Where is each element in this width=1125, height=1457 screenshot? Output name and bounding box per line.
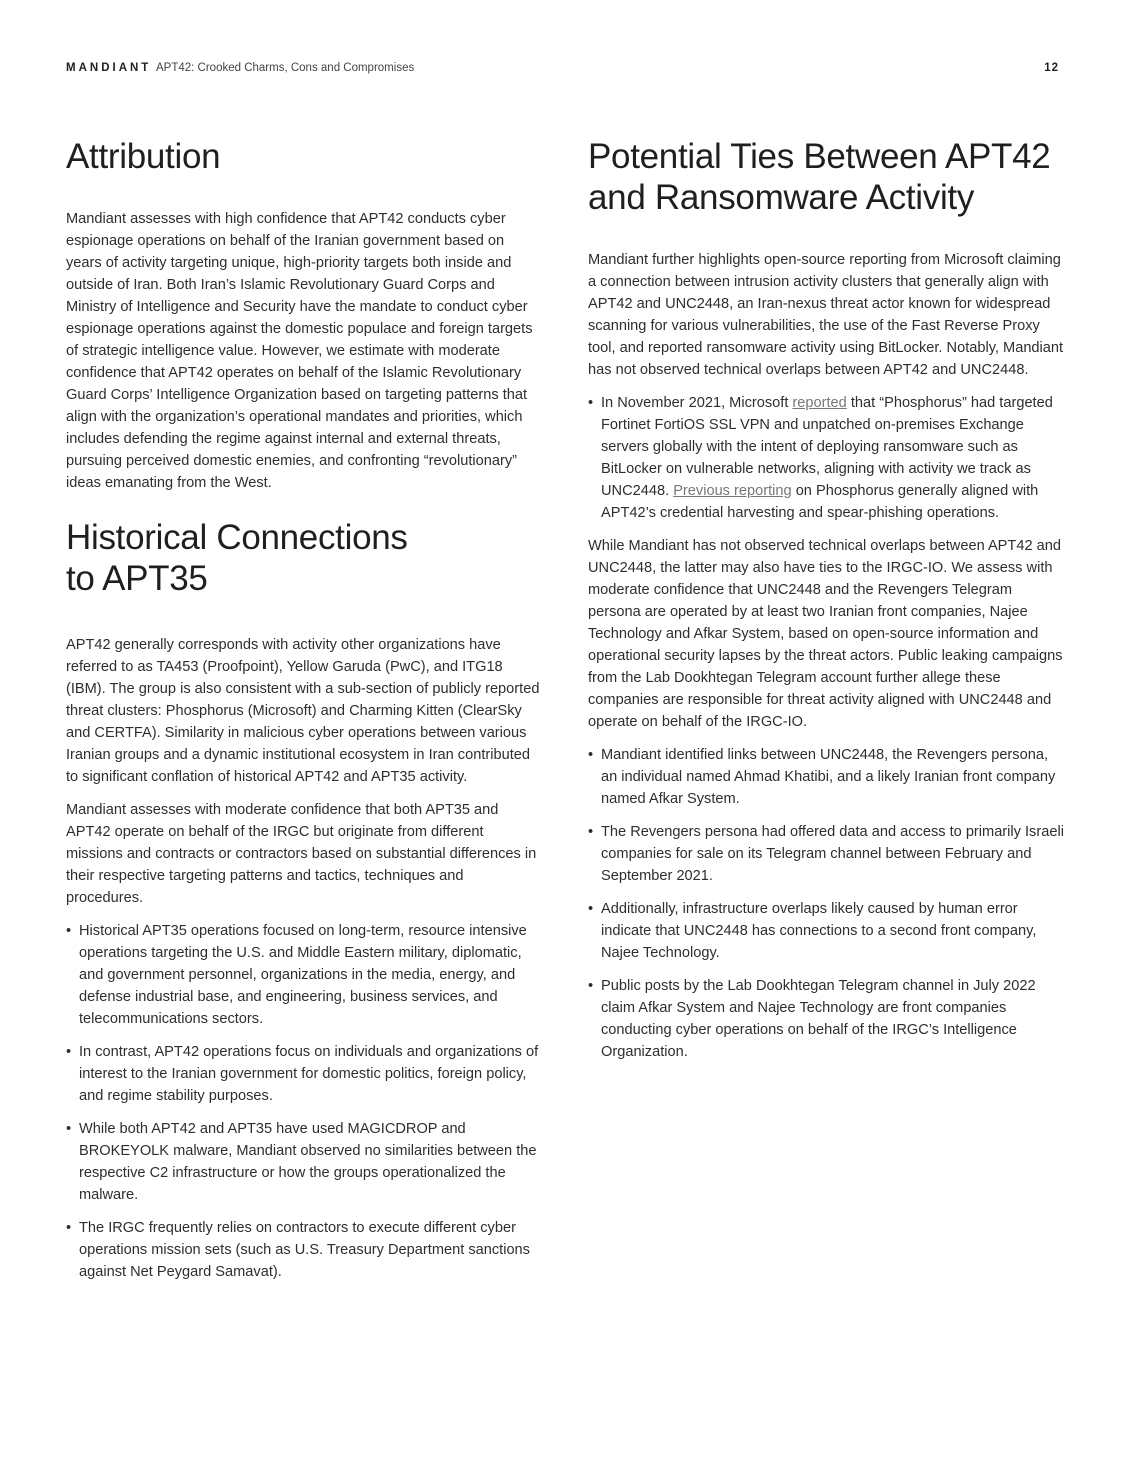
list-item-text: The Revengers persona had offered data and access to primarily Israeli companies for sale on its Telegram channel between February and September 2021. xyxy=(601,824,1064,884)
list-item-text: While both APT42 and APT35 have used MAGICDROP and BROKEYOLK malware, Mandiant observed no similarities between the respective C2 infrastructure or how the groups operationalized the malware. xyxy=(79,1121,537,1203)
list-item-text: The IRGC frequently relies on contractors to execute different cyber operations mission sets (such as U.S. Treasury Department sanctions against Net Peygard Samavat). xyxy=(79,1220,530,1280)
left-column xyxy=(66,136,542,1294)
list-item-text: Mandiant identified links between UNC2448, the Revengers persona, an individual named Ahmad Khatibi, and a likely Iranian front company named Afkar System. xyxy=(601,747,1056,807)
list-item xyxy=(588,975,1064,1063)
list-item xyxy=(588,898,1064,964)
bullet-icon: • xyxy=(66,1121,72,1137)
attribution-paragraph: Mandiant assesses with high confidence that APT42 conducts cyber espionage operations on behalf of the Iranian government based on years of activity targeting unique, high-priority targets both inside and outside of Iran. Both Iran’s Islamic Revolutionary Guard Corps and Ministry of Intelligence and Security have the mandate to conduct cyber espionage operations against the domestic populace and foreign targets of strategic intelligence value. However, we estimate with moderate confidence that APT42 operates on behalf of the Islamic Revolutionary Guard Corps’ Intelligence Organization based on targeting patterns that align with the organization’s operational mandates and priorities, which includes defending the regime against internal and external threats, pursuing perceived domestic enemies, and confronting “revolutionary” ideas emanating from the West. xyxy=(66,211,533,491)
bullet-icon: • xyxy=(588,978,594,994)
previous-reporting-link[interactable]: Previous reporting xyxy=(673,483,792,499)
unc2448-bullet-list xyxy=(588,744,1064,1063)
list-item-text: on Phosphorus generally aligned with APT42’s credential harvesting and spear-phishing operations. xyxy=(601,483,1039,521)
ransomware-paragraph-2: While Mandiant has not observed technical overlaps between APT42 and UNC2448, the latter may also have ties to the IRGC-IO. We assess with moderate confidence that UNC2448 and the Revengers Telegram persona are operated by at least two Iranian front companies, Najee Technology and Afkar System, based on open-source information and operational security lapses by the threat actors. Public leaking campaigns from the Lab Dookhtegan Telegram account further allege these companies are responsible for threat activity aligned with UNC2448 and operate on behalf of the IRGC-IO. xyxy=(588,538,1063,730)
bullet-icon: • xyxy=(588,901,594,917)
list-item-text: Additionally, infrastructure overlaps likely caused by human error indicate that UNC2448 has connections to a second front company, Najee Technology. xyxy=(601,901,1037,961)
list-item-text: Public posts by the Lab Dookhtegan Telegram channel in July 2022 claim Afkar System and Najee Technology are front companies conducting cyber operations on behalf of the IRGC’s Intelligence Organization. xyxy=(601,978,1036,1060)
document-title: APT42: Crooked Charms, Cons and Compromises xyxy=(156,62,415,74)
list-item xyxy=(66,1118,542,1206)
bullet-icon: • xyxy=(66,1220,72,1236)
page-header xyxy=(66,62,1059,80)
list-item xyxy=(66,920,542,1030)
attribution-heading: Attribution xyxy=(66,137,221,176)
reported-link[interactable]: reported xyxy=(792,395,847,411)
ransomware-paragraph-1: Mandiant further highlights open-source reporting from Microsoft claiming a connection between intrusion activity clusters that generally align with APT42 and UNC2448, an Iran-nexus threat actor known for widespread scanning for various vulnerabilities, the use of the Fast Reverse Proxy tool, and reported ransomware activity using BitLocker. Notably, Mandiant has not observed technical overlaps between APT42 and UNC2448. xyxy=(588,252,1064,378)
heading-line: to APT35 xyxy=(66,559,208,598)
historical-connections-heading xyxy=(66,517,542,599)
bullet-icon: • xyxy=(588,395,594,411)
heading-line: Potential Ties Between APT42 xyxy=(588,137,1051,176)
list-item-text: that “Phosphorus” had targeted Fortinet FortiOS SSL VPN and unpatched on-premises Exchange servers globally with the intent of deploying ransomware such as BitLocker on vulnerable networks, aligning with activity we track as UNC2448. xyxy=(601,395,1053,499)
bullet-icon: • xyxy=(66,923,72,939)
bullet-icon: • xyxy=(66,1044,72,1060)
right-column xyxy=(588,136,1064,1074)
bullet-icon: • xyxy=(588,824,594,840)
list-item-text: In contrast, APT42 operations focus on individuals and organizations of interest to the Iranian government for domestic politics, foreign policy, and regime stability purposes. xyxy=(79,1044,539,1104)
historical-paragraph-1: APT42 generally corresponds with activity other organizations have referred to as TA453 (Proofpoint), Yellow Garuda (PwC), and ITG18 (IBM). The group is also consistent with a sub-section of publicly reported threat clusters: Phosphorus (Microsoft) and Charming Kitten (ClearSky and CERTFA). Similarity in malicious cyber operations between various Iranian groups and a dynamic institutional ecosystem in Iran contributed to significant conflation of historical APT42 and APT35 activity. xyxy=(66,637,540,785)
microsoft-report-bullet-list xyxy=(588,392,1064,524)
brand-logo-text: MANDIANT xyxy=(66,62,152,74)
list-item xyxy=(66,1041,542,1107)
list-item-text: In November 2021, Microsoft xyxy=(601,395,793,411)
list-item xyxy=(588,744,1064,810)
list-item xyxy=(588,392,1064,524)
heading-line: Historical Connections xyxy=(66,518,408,557)
page-number: 12 xyxy=(1044,62,1059,74)
list-item xyxy=(588,821,1064,887)
heading-line: and Ransomware Activity xyxy=(588,178,975,217)
list-item xyxy=(66,1217,542,1283)
historical-paragraph-2: Mandiant assesses with moderate confidence that both APT35 and APT42 operate on behalf of the IRGC but originate from different missions and contracts or contractors based on substantial differences in their respective targeting patterns and tactics, techniques and procedures. xyxy=(66,802,537,906)
bullet-icon: • xyxy=(588,747,594,763)
ransomware-ties-heading xyxy=(588,136,1064,218)
list-item-text: Historical APT35 operations focused on long-term, resource intensive operations targeting the U.S. and Middle Eastern military, diplomatic, and government personnel, organizations in the media, energy, and defense industrial base, and engineering, business services, and telecommunications sectors. xyxy=(79,923,527,1027)
historical-bullet-list xyxy=(66,920,542,1283)
